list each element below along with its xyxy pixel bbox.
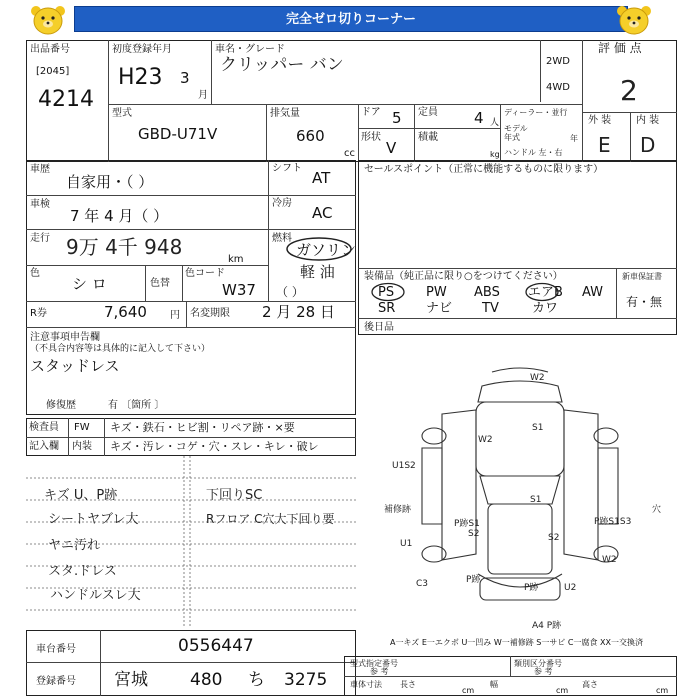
- ac-value: AC: [312, 204, 333, 222]
- handle-label: ハンドル 左・右: [504, 148, 563, 157]
- inspection-date-value: 7 年 4 月（ ）: [70, 207, 169, 225]
- drive-2wd: 2WD: [546, 56, 570, 67]
- door-value: 5: [392, 109, 402, 127]
- fuel-diesel: 軽 油: [300, 263, 335, 281]
- header-box: [26, 40, 677, 162]
- type-value: GBD-U71V: [138, 125, 218, 143]
- plate-area: 宮城: [114, 670, 148, 690]
- diagram-legend: A一キズ E一エクボ U一凹み W一補修跡 S一サビ C一腐食 XX一交換済: [390, 638, 644, 647]
- reg-expire-value: 2 月 28 日: [262, 303, 335, 321]
- shift-label: シフト: [272, 163, 302, 174]
- tax-unit: 円: [170, 310, 180, 321]
- svg-text:U2: U2: [564, 583, 577, 593]
- notes-sub: （不具合内容等は具体的に記入して下さい）: [30, 344, 211, 354]
- svg-text:U1S2: U1S2: [392, 461, 416, 471]
- svg-text:C3: C3: [416, 579, 429, 589]
- fuel-label: 燃料: [272, 233, 292, 244]
- first-reg-month: 3: [180, 69, 190, 87]
- plate-class: 480: [190, 670, 223, 690]
- new-warranty-label: 新車保証書: [622, 272, 662, 281]
- note-left-2: シートヤブレ大: [48, 512, 139, 527]
- notes-title: 注意事項申告欄: [30, 332, 100, 343]
- fuel-circle-mark: [284, 236, 357, 262]
- svg-text:A4 P跡: A4 P跡: [532, 621, 562, 631]
- exterior-value: E: [598, 133, 611, 157]
- inspector-internal: 内装: [72, 441, 92, 452]
- svg-text:S2: S2: [548, 533, 560, 543]
- model-label: 車名・グレード: [215, 44, 285, 55]
- svg-text:補修跡: 補修跡: [384, 505, 412, 515]
- model-year-unit: 年: [570, 134, 578, 143]
- shift-value: AT: [312, 169, 331, 187]
- svg-text:P跡: P跡: [524, 583, 539, 593]
- exterior-label: 外 装: [588, 115, 612, 126]
- color-label: 色: [30, 268, 40, 279]
- note-left-4: スタ.ドレス: [48, 564, 117, 579]
- size-height-unit: cm: [656, 686, 669, 695]
- equip-sr: SR: [378, 301, 396, 316]
- capacity-label: 定員: [418, 107, 438, 118]
- class-ref-label: 参 考: [534, 667, 553, 676]
- capacity-value: 4: [474, 109, 484, 127]
- ac-label: 冷房: [272, 198, 292, 209]
- inspector-row1: キズ・鉄石・ヒビ割・リペア跡・×要: [110, 421, 295, 434]
- bear-mascot-left-icon: [26, 3, 70, 37]
- chassis-value: 0556447: [178, 636, 254, 656]
- warranty-value: 有・無: [626, 295, 663, 309]
- equip-leather: カワ: [532, 301, 559, 316]
- class-number-label: 類別区分番号: [514, 659, 562, 668]
- load-label: 積載: [418, 132, 438, 143]
- inspection-date-label: 車検: [30, 199, 50, 210]
- note-right-2: Rフロア C穴大下回り要: [206, 512, 335, 526]
- equip-ps: PS: [378, 285, 395, 300]
- car-damage-diagram: [362, 364, 678, 640]
- displacement-label: 排気量: [270, 108, 300, 119]
- size-length-unit: cm: [462, 686, 475, 695]
- size-length: 長さ: [400, 680, 416, 689]
- fuel-paren: （ ）: [276, 285, 304, 299]
- svg-text:P跡: P跡: [466, 575, 481, 585]
- interior-label: 内 装: [636, 115, 660, 126]
- door-label: ドア: [361, 107, 381, 118]
- usage-value: 自家用・（ ）: [66, 173, 154, 191]
- equip-airbag: エアB: [528, 285, 563, 300]
- inspector-label-1: 検査員: [29, 422, 59, 433]
- svg-text:S2: S2: [468, 529, 480, 539]
- reg-expire-label: 名変期限: [190, 308, 230, 319]
- svg-text:W2: W2: [478, 435, 493, 445]
- svg-text:S1: S1: [530, 495, 542, 505]
- lot-label: 出品番号: [30, 44, 70, 55]
- note-left-5: ハンドルスレ大: [50, 588, 141, 603]
- color-code-value: W37: [222, 281, 256, 299]
- score-value: 2: [620, 74, 638, 107]
- equip-airbag-circle: [524, 282, 560, 302]
- svg-text:W2: W2: [602, 555, 617, 565]
- first-reg-unit: 月: [198, 90, 208, 101]
- svg-text:穴: 穴: [652, 505, 662, 515]
- size-height: 高さ: [582, 680, 598, 689]
- svg-text:P跡S1S3: P跡S1S3: [594, 517, 632, 527]
- svg-text:P跡S1: P跡S1: [454, 519, 480, 529]
- size-width-unit: cm: [556, 686, 569, 695]
- bear-mascot-right-icon: [612, 3, 656, 37]
- equip-tv: TV: [482, 301, 499, 316]
- diag-mark-top: W2: [530, 373, 545, 383]
- spec-ref-label: 参 考: [370, 667, 389, 676]
- model-name: クリッパー バン: [220, 55, 344, 75]
- interior-value: D: [640, 133, 656, 157]
- shape-value: V: [386, 139, 397, 157]
- equip-pw: PW: [426, 285, 447, 300]
- displacement-value: 660: [296, 127, 325, 145]
- inspector-label-2: 記入欄: [29, 441, 59, 452]
- size-width: 幅: [490, 680, 498, 689]
- first-reg-era: H23: [118, 65, 163, 90]
- color-value: シ ロ: [72, 275, 107, 293]
- equip-navi: ナビ: [426, 301, 453, 316]
- banner-title: 完全ゼロ切りコーナー: [74, 6, 628, 32]
- plate-kana: ち: [248, 670, 265, 690]
- lot-sub: [2045]: [36, 66, 70, 77]
- drive-4wd: 4WD: [546, 82, 570, 93]
- notes-value: スタッドレス: [30, 357, 120, 375]
- mileage-unit: km: [228, 254, 244, 265]
- inspector-fw: FW: [74, 422, 90, 433]
- chassis-label: 車台番号: [36, 644, 76, 655]
- displacement-unit: cc: [344, 148, 355, 159]
- usage-label: 車歴: [30, 164, 50, 175]
- mileage-label: 走行: [30, 233, 50, 244]
- mileage-value: 9万 4千 948: [66, 235, 183, 259]
- note-right-1: 下回りSC: [206, 488, 263, 503]
- repair-label: 修復歴: [46, 400, 76, 411]
- tax-value: 7,640: [104, 303, 147, 321]
- model-year-label: モデル年式: [504, 124, 528, 142]
- plate-label: 登録番号: [36, 676, 76, 687]
- note-left-3: ヤニ汚れ: [48, 538, 101, 553]
- equip-label: 装備品（純正品に限り○をつけてください）: [364, 271, 563, 282]
- size-label: 車体寸法: [350, 680, 382, 689]
- first-reg-label: 初度登録年月: [112, 44, 172, 55]
- tax-label: R券: [30, 308, 47, 319]
- type-label: 型式: [112, 108, 132, 119]
- dealer-label: ディーラー・並行: [504, 108, 568, 117]
- note-left-1: キズ U、P跡: [44, 488, 118, 503]
- plate-number: 3275: [284, 670, 328, 690]
- capacity-unit: 人: [490, 118, 500, 128]
- sales-point-label: セールスポイント（正常に機能するものに限ります）: [364, 164, 604, 175]
- score-label: 評 価 点: [598, 41, 642, 55]
- equip-aw: AW: [582, 285, 604, 300]
- equip-abs: ABS: [474, 285, 500, 300]
- color-code-label: 色コード: [185, 268, 225, 279]
- svg-text:U1: U1: [400, 539, 413, 549]
- svg-text:S1: S1: [532, 423, 544, 433]
- inspector-row2: キズ・汚レ・コゲ・穴・スレ・キレ・破レ: [110, 440, 319, 453]
- load-unit: kg: [490, 150, 500, 159]
- later-items-label: 後日品: [364, 322, 394, 333]
- spec-number-label: 型式指定番号: [350, 659, 398, 668]
- lot-number: 4214: [38, 87, 94, 112]
- fuel-gasoline: ガソリン: [296, 241, 357, 259]
- repair-value: 有 〔箇所 〕: [108, 400, 165, 411]
- equip-ps-circle: [370, 282, 406, 302]
- shape-label: 形状: [361, 132, 381, 143]
- trim-label: 色替: [150, 278, 170, 289]
